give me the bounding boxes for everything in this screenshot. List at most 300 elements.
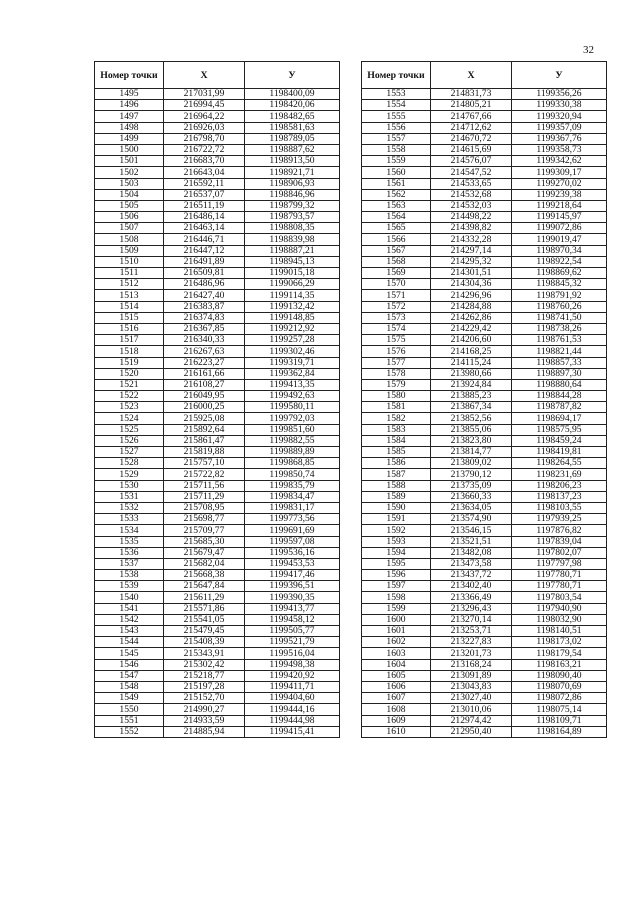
cell-y: 1198897,30 <box>512 368 607 379</box>
cell-point-number: 1569 <box>362 268 431 279</box>
cell-y: 1197940,90 <box>512 603 607 614</box>
cell-y: 1199773,56 <box>245 514 340 525</box>
cell-point-number: 1543 <box>95 626 164 637</box>
cell-point-number: 1529 <box>95 469 164 480</box>
cell-x: 212950,40 <box>431 726 512 737</box>
cell-y: 1198581,63 <box>245 122 340 133</box>
table-row <box>362 290 607 301</box>
cell-point-number: 1545 <box>95 648 164 659</box>
table-row <box>95 178 340 189</box>
cell-y: 1198109,71 <box>512 715 607 726</box>
cell-x: 214533,65 <box>431 178 512 189</box>
table-row <box>362 212 607 223</box>
cell-y: 1199367,76 <box>512 133 607 144</box>
cell-point-number: 1582 <box>362 413 431 424</box>
cell-y: 1198140,51 <box>512 626 607 637</box>
cell-y: 1197802,07 <box>512 547 607 558</box>
cell-point-number: 1578 <box>362 368 431 379</box>
table-header-row <box>95 62 340 89</box>
cell-point-number: 1603 <box>362 648 431 659</box>
cell-point-number: 1525 <box>95 424 164 435</box>
cell-point-number: 1554 <box>362 100 431 111</box>
cell-point-number: 1593 <box>362 536 431 547</box>
cell-point-number: 1512 <box>95 279 164 290</box>
coordinates-table-right <box>361 61 607 738</box>
cell-point-number: 1559 <box>362 156 431 167</box>
cell-y: 1198845,32 <box>512 279 607 290</box>
cell-point-number: 1608 <box>362 704 431 715</box>
cell-x: 214885,94 <box>164 726 245 737</box>
cell-y: 1199072,86 <box>512 223 607 234</box>
cell-point-number: 1594 <box>362 547 431 558</box>
cell-x: 216486,14 <box>164 212 245 223</box>
cell-point-number: 1588 <box>362 480 431 491</box>
cell-x: 215647,84 <box>164 581 245 592</box>
cell-y: 1199066,29 <box>245 279 340 290</box>
cell-point-number: 1564 <box>362 212 431 223</box>
table-row <box>362 234 607 245</box>
cell-x: 214296,96 <box>431 290 512 301</box>
cell-x: 216926,03 <box>164 122 245 133</box>
cell-x: 215709,77 <box>164 525 245 536</box>
cell-y: 1198179,54 <box>512 648 607 659</box>
cell-y: 1199145,97 <box>512 212 607 223</box>
cell-x: 213091,89 <box>431 670 512 681</box>
cell-x: 216367,85 <box>164 323 245 334</box>
cell-y: 1198761,53 <box>512 335 607 346</box>
cell-x: 215571,86 <box>164 603 245 614</box>
cell-point-number: 1574 <box>362 323 431 334</box>
table-row <box>362 268 607 279</box>
cell-x: 215861,47 <box>164 435 245 446</box>
cell-point-number: 1499 <box>95 133 164 144</box>
cell-x: 216108,27 <box>164 379 245 390</box>
cell-x: 214301,51 <box>431 268 512 279</box>
cell-y: 1198741,50 <box>512 312 607 323</box>
table-row <box>362 637 607 648</box>
cell-y: 1199831,17 <box>245 502 340 513</box>
cell-point-number: 1515 <box>95 312 164 323</box>
cell-point-number: 1509 <box>95 245 164 256</box>
cell-point-number: 1558 <box>362 144 431 155</box>
cell-y: 1199415,41 <box>245 726 340 737</box>
cell-x: 214304,36 <box>431 279 512 290</box>
cell-y: 1199536,16 <box>245 547 340 558</box>
table-row <box>362 100 607 111</box>
cell-x: 213270,14 <box>431 614 512 625</box>
cell-point-number: 1516 <box>95 323 164 334</box>
cell-y: 1199444,98 <box>245 715 340 726</box>
table-row <box>362 614 607 625</box>
cell-point-number: 1506 <box>95 212 164 223</box>
cell-y: 1199270,02 <box>512 178 607 189</box>
cell-point-number: 1605 <box>362 670 431 681</box>
table-row <box>95 189 340 200</box>
cell-y: 1198075,14 <box>512 704 607 715</box>
table-row <box>95 144 340 155</box>
table-row <box>95 536 340 547</box>
table-row <box>362 301 607 312</box>
cell-point-number: 1528 <box>95 458 164 469</box>
cell-x: 213814,77 <box>431 447 512 458</box>
cell-point-number: 1583 <box>362 424 431 435</box>
cell-point-number: 1504 <box>95 189 164 200</box>
table-row <box>362 626 607 637</box>
cell-point-number: 1539 <box>95 581 164 592</box>
table-row <box>95 603 340 614</box>
cell-x: 216491,89 <box>164 256 245 267</box>
cell-x: 215711,29 <box>164 491 245 502</box>
cell-y: 1199868,85 <box>245 458 340 469</box>
table-row <box>95 279 340 290</box>
table-row <box>362 592 607 603</box>
table-row <box>95 391 340 402</box>
cell-point-number: 1553 <box>362 89 431 100</box>
cell-x: 215722,82 <box>164 469 245 480</box>
cell-y: 1198945,13 <box>245 256 340 267</box>
table-row <box>95 693 340 704</box>
cell-x: 214297,14 <box>431 245 512 256</box>
cell-point-number: 1538 <box>95 570 164 581</box>
table-row <box>95 469 340 480</box>
cell-y: 1198032,90 <box>512 614 607 625</box>
cell-x: 215708,95 <box>164 502 245 513</box>
cell-point-number: 1570 <box>362 279 431 290</box>
cell-y: 1199882,55 <box>245 435 340 446</box>
cell-x: 214805,21 <box>431 100 512 111</box>
coordinates-table-left <box>94 61 340 738</box>
cell-x: 216509,81 <box>164 268 245 279</box>
cell-x: 215685,30 <box>164 536 245 547</box>
cell-point-number: 1606 <box>362 681 431 692</box>
cell-y: 1199015,18 <box>245 268 340 279</box>
table-row <box>95 200 340 211</box>
cell-point-number: 1496 <box>95 100 164 111</box>
cell-y: 1199302,46 <box>245 346 340 357</box>
cell-point-number: 1552 <box>95 726 164 737</box>
cell-point-number: 1534 <box>95 525 164 536</box>
cell-point-number: 1586 <box>362 458 431 469</box>
cell-y: 1198921,71 <box>245 167 340 178</box>
cell-point-number: 1548 <box>95 681 164 692</box>
cell-x: 216049,95 <box>164 391 245 402</box>
header-x: X <box>431 62 512 89</box>
cell-point-number: 1557 <box>362 133 431 144</box>
cell-y: 1199411,71 <box>245 681 340 692</box>
cell-x: 214767,66 <box>431 111 512 122</box>
table-row <box>362 681 607 692</box>
table-row <box>95 256 340 267</box>
cell-x: 216223,27 <box>164 357 245 368</box>
cell-x: 214933,59 <box>164 715 245 726</box>
cell-y: 1198206,23 <box>512 480 607 491</box>
table-row <box>362 167 607 178</box>
table-row <box>95 323 340 334</box>
cell-x: 213885,23 <box>431 391 512 402</box>
cell-x: 216537,07 <box>164 189 245 200</box>
cell-x: 214168,25 <box>431 346 512 357</box>
table-row <box>95 681 340 692</box>
cell-y: 1199516,04 <box>245 648 340 659</box>
cell-y: 1198922,54 <box>512 256 607 267</box>
table-row <box>95 614 340 625</box>
cell-y: 1198173,02 <box>512 637 607 648</box>
cell-point-number: 1537 <box>95 558 164 569</box>
table-row <box>95 111 340 122</box>
table-row <box>362 536 607 547</box>
cell-point-number: 1519 <box>95 357 164 368</box>
cell-point-number: 1505 <box>95 200 164 211</box>
cell-y: 1198419,81 <box>512 447 607 458</box>
table-row <box>95 402 340 413</box>
cell-x: 213867,34 <box>431 402 512 413</box>
cell-point-number: 1514 <box>95 301 164 312</box>
cell-point-number: 1495 <box>95 89 164 100</box>
cell-x: 215711,56 <box>164 480 245 491</box>
cell-y: 1199309,17 <box>512 167 607 178</box>
cell-x: 213855,06 <box>431 424 512 435</box>
cell-point-number: 1571 <box>362 290 431 301</box>
cell-x: 216446,71 <box>164 234 245 245</box>
cell-x: 215343,91 <box>164 648 245 659</box>
cell-y: 1199413,35 <box>245 379 340 390</box>
cell-y: 1199458,12 <box>245 614 340 625</box>
cell-y: 1198846,96 <box>245 189 340 200</box>
table-row <box>362 379 607 390</box>
cell-point-number: 1497 <box>95 111 164 122</box>
cell-point-number: 1532 <box>95 502 164 513</box>
cell-x: 214831,73 <box>431 89 512 100</box>
cell-point-number: 1580 <box>362 391 431 402</box>
cell-x: 213296,43 <box>431 603 512 614</box>
table-row <box>362 525 607 536</box>
cell-point-number: 1511 <box>95 268 164 279</box>
cell-y: 1198459,24 <box>512 435 607 446</box>
cell-x: 216683,70 <box>164 156 245 167</box>
table-row <box>95 268 340 279</box>
cell-y: 1198164,89 <box>512 726 607 737</box>
cell-y: 1198839,98 <box>245 234 340 245</box>
table-row <box>95 156 340 167</box>
cell-x: 213735,09 <box>431 480 512 491</box>
cell-point-number: 1524 <box>95 413 164 424</box>
cell-point-number: 1502 <box>95 167 164 178</box>
cell-y: 1198231,69 <box>512 469 607 480</box>
cell-y: 1199492,63 <box>245 391 340 402</box>
cell-point-number: 1604 <box>362 659 431 670</box>
cell-y: 1198887,62 <box>245 144 340 155</box>
cell-x: 214206,60 <box>431 335 512 346</box>
cell-y: 1199218,64 <box>512 200 607 211</box>
cell-x: 216798,70 <box>164 133 245 144</box>
cell-y: 1198799,32 <box>245 200 340 211</box>
table-row <box>362 279 607 290</box>
cell-x: 213473,58 <box>431 558 512 569</box>
table-row <box>95 245 340 256</box>
table-row <box>95 413 340 424</box>
header-point-number-label: Номер точки <box>367 69 425 81</box>
cell-y: 1198906,93 <box>245 178 340 189</box>
cell-point-number: 1549 <box>95 693 164 704</box>
cell-point-number: 1536 <box>95 547 164 558</box>
table-row <box>362 502 607 513</box>
cell-x: 213366,49 <box>431 592 512 603</box>
cell-x: 213660,33 <box>431 491 512 502</box>
table-row <box>362 581 607 592</box>
cell-x: 214229,42 <box>431 323 512 334</box>
cell-point-number: 1500 <box>95 144 164 155</box>
cell-x: 213852,56 <box>431 413 512 424</box>
table-row <box>362 335 607 346</box>
table-row <box>362 122 607 133</box>
cell-y: 1199404,60 <box>245 693 340 704</box>
cell-point-number: 1590 <box>362 502 431 513</box>
cell-y: 1199257,28 <box>245 335 340 346</box>
header-y: У <box>245 62 340 89</box>
cell-point-number: 1567 <box>362 245 431 256</box>
cell-point-number: 1589 <box>362 491 431 502</box>
table-row <box>95 480 340 491</box>
cell-y: 1198482,65 <box>245 111 340 122</box>
cell-x: 216511,19 <box>164 200 245 211</box>
cell-point-number: 1596 <box>362 570 431 581</box>
cell-x: 213043,83 <box>431 681 512 692</box>
cell-x: 214547,52 <box>431 167 512 178</box>
table-row <box>95 424 340 435</box>
table-row <box>362 368 607 379</box>
cell-x: 212974,42 <box>431 715 512 726</box>
cell-x: 216994,45 <box>164 100 245 111</box>
cell-y: 1198070,69 <box>512 681 607 692</box>
cell-point-number: 1540 <box>95 592 164 603</box>
cell-x: 214576,07 <box>431 156 512 167</box>
cell-x: 213924,84 <box>431 379 512 390</box>
cell-x: 215925,08 <box>164 413 245 424</box>
table-row <box>362 357 607 368</box>
table-row <box>362 156 607 167</box>
cell-y: 1199792,03 <box>245 413 340 424</box>
cell-x: 213790,12 <box>431 469 512 480</box>
cell-x: 215611,29 <box>164 592 245 603</box>
cell-x: 214990,27 <box>164 704 245 715</box>
cell-point-number: 1523 <box>95 402 164 413</box>
table-row <box>362 133 607 144</box>
cell-x: 214712,62 <box>431 122 512 133</box>
cell-y: 1198880,64 <box>512 379 607 390</box>
cell-point-number: 1591 <box>362 514 431 525</box>
table-row <box>362 491 607 502</box>
table-row <box>95 357 340 368</box>
cell-y: 1199444,16 <box>245 704 340 715</box>
table-row <box>362 323 607 334</box>
cell-y: 1198760,26 <box>512 301 607 312</box>
cell-point-number: 1522 <box>95 391 164 402</box>
cell-y: 1198694,17 <box>512 413 607 424</box>
cell-x: 214332,28 <box>431 234 512 245</box>
cell-y: 1199358,73 <box>512 144 607 155</box>
table-row <box>362 558 607 569</box>
cell-y: 1198400,09 <box>245 89 340 100</box>
cell-y: 1199114,35 <box>245 290 340 301</box>
cell-point-number: 1521 <box>95 379 164 390</box>
cell-x: 213201,73 <box>431 648 512 659</box>
cell-point-number: 1517 <box>95 335 164 346</box>
table-row <box>362 648 607 659</box>
cell-point-number: 1563 <box>362 200 431 211</box>
cell-x: 214532,68 <box>431 189 512 200</box>
cell-x: 215152,70 <box>164 693 245 704</box>
table-row <box>95 715 340 726</box>
cell-y: 1198970,34 <box>512 245 607 256</box>
cell-x: 215757,10 <box>164 458 245 469</box>
table-row <box>95 581 340 592</box>
cell-y: 1199420,92 <box>245 670 340 681</box>
cell-x: 215302,42 <box>164 659 245 670</box>
table-row <box>362 570 607 581</box>
cell-point-number: 1501 <box>95 156 164 167</box>
table-row <box>95 447 340 458</box>
cell-point-number: 1598 <box>362 592 431 603</box>
header-x: X <box>164 62 245 89</box>
table-row <box>95 89 340 100</box>
table-row <box>362 391 607 402</box>
cell-y: 1197839,04 <box>512 536 607 547</box>
cell-x: 216427,40 <box>164 290 245 301</box>
cell-point-number: 1579 <box>362 379 431 390</box>
cell-y: 1198844,28 <box>512 391 607 402</box>
table-row <box>95 290 340 301</box>
table-row <box>362 715 607 726</box>
cell-x: 216463,14 <box>164 223 245 234</box>
page-number: 32 <box>583 44 594 56</box>
cell-y: 1199834,47 <box>245 491 340 502</box>
cell-y: 1199239,38 <box>512 189 607 200</box>
cell-y: 1199319,71 <box>245 357 340 368</box>
cell-y: 1198787,82 <box>512 402 607 413</box>
cell-y: 1198420,06 <box>245 100 340 111</box>
cell-x: 215541,05 <box>164 614 245 625</box>
cell-x: 215479,45 <box>164 626 245 637</box>
cell-y: 1197876,82 <box>512 525 607 536</box>
cell-y: 1198789,05 <box>245 133 340 144</box>
cell-y: 1198913,50 <box>245 156 340 167</box>
cell-y: 1199342,62 <box>512 156 607 167</box>
cell-x: 214262,86 <box>431 312 512 323</box>
table-row <box>95 234 340 245</box>
cell-point-number: 1535 <box>95 536 164 547</box>
table-row <box>95 525 340 536</box>
cell-point-number: 1551 <box>95 715 164 726</box>
cell-x: 213010,06 <box>431 704 512 715</box>
table-row <box>362 245 607 256</box>
cell-point-number: 1498 <box>95 122 164 133</box>
table-row <box>95 592 340 603</box>
table-row <box>95 435 340 446</box>
cell-x: 213402,40 <box>431 581 512 592</box>
cell-y: 1199413,77 <box>245 603 340 614</box>
table-row <box>362 726 607 737</box>
table-row <box>362 704 607 715</box>
table-row <box>362 693 607 704</box>
cell-y: 1199019,47 <box>512 234 607 245</box>
table-row <box>362 547 607 558</box>
cell-point-number: 1560 <box>362 167 431 178</box>
cell-point-number: 1573 <box>362 312 431 323</box>
cell-y: 1198821,44 <box>512 346 607 357</box>
table-row <box>362 424 607 435</box>
cell-x: 216964,22 <box>164 111 245 122</box>
table-row <box>362 480 607 491</box>
